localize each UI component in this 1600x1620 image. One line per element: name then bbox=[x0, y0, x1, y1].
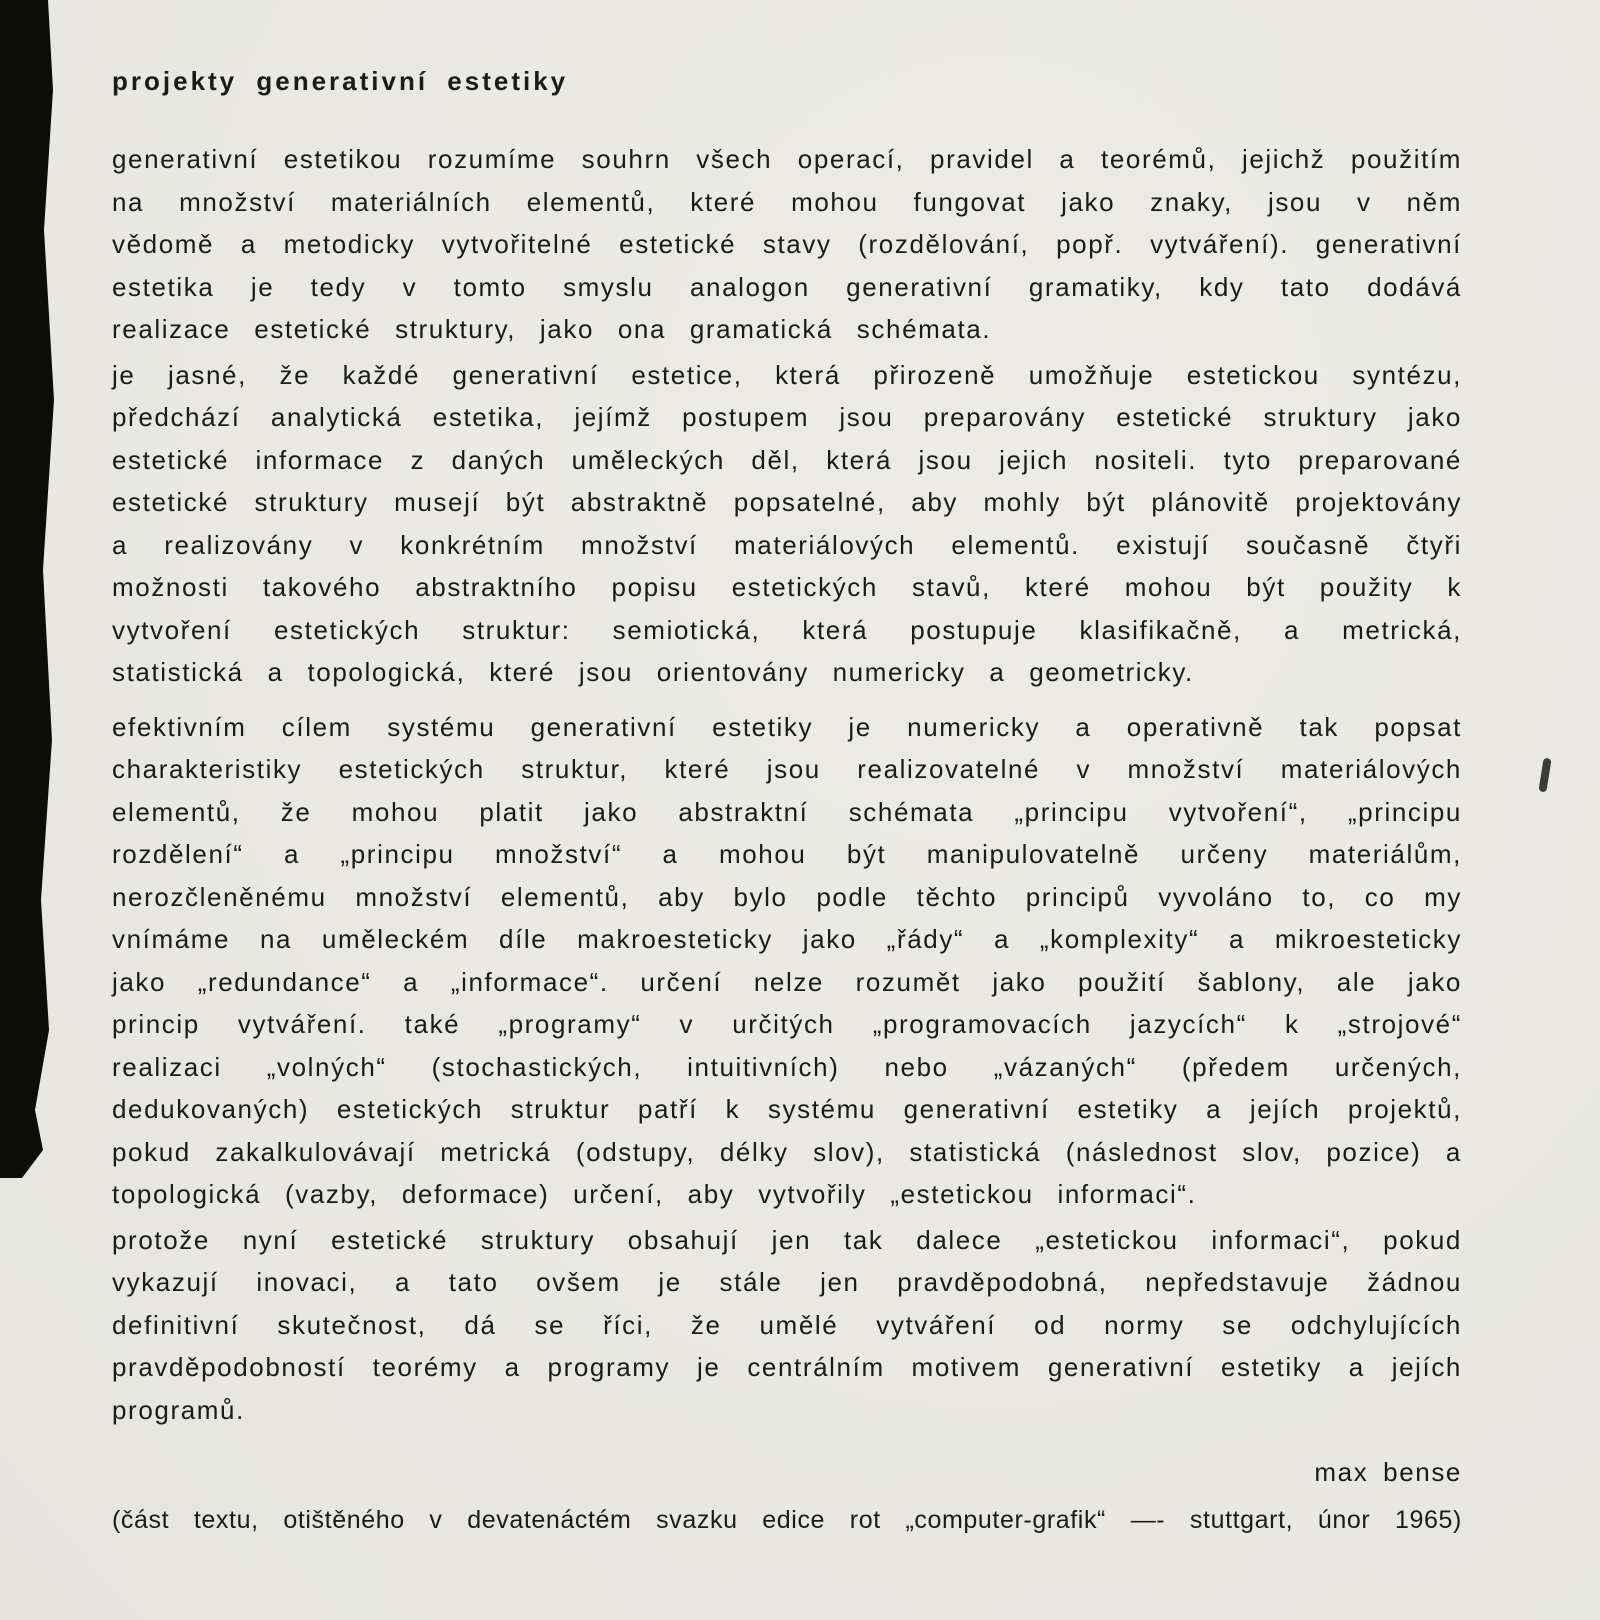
body-paragraph-3: efektivním cílem systému generativní estetiky je numericky a operativně tak popsat charakteristiky estetických struktur, které jsou realizovatelné v množství materiálových elementů, že mohou platit jako abstraktní schémata „principu vytvoření“, „principu rozdělení“ a „principu množství“ a mohou být manipulovatelně určeny materiálům, nerozčleněnému množství elementů, aby bylo podle těchto principů vyvoláno to, co my vnímáme na uměleckém díle makroesteticky jako „řády“ a „komplexity“ a mikroesteticky jako „redundance“ a „informace“. určení nelze rozumět jako použití šablony, ale jako princip vytváření. také „programy“ v určitých „programovacích jazycích“ k „strojové“ realizaci „volných“ (stochastických, intuitivních) nebo „vázaných“ (předem určených, dedukovaných) estetických struktur patří k systému generativní estetiky a jejích projektů, pokud zakalkulovávají metrická (odstupy, délky slov), statistická (následnost slov, pozice) a topologická (vazby, deformace) určení, aby vytvořily „estetickou informaci“. bbox=[112, 711, 1462, 1209]
body-paragraph-1: generativní estetikou rozumíme souhrn všech operací, pravidel a teorémů, jejichž použitím na množství materiálních elementů, které mohou fungovat jako znaky, jsou v něm vědomě a metodicky vytvořitelné estetické stavy (rozdělování, popř. vytváření). generativní estetika je tedy v tomto smyslu analogon generativní gramatiky, kdy tato dodává realizace estetické struktury, jako ona gramatická schémata. bbox=[112, 144, 1462, 344]
body-paragraph-2: je jasné, že každé generativní estetice, která přirozeně umožňuje estetickou syntézu, předchází analytická estetika, jejímž postupem jsou preparovány estetické struktury jako estetické informace z daných uměleckých děl, která jsou jejich nositeli. tyto preparované estetické struktury musejí být abstraktně popsatelné, aby mohly být plánovitě projektovány a realizovány v konkrétním množství materiálových elementů. existují současně čtyři možnosti takového abstraktního popisu estetických stavů, které mohou být použity k vytvoření estetických struktur: semiotická, která postupuje klasifikačně, a metrická, statistická a topologická, které jsou orientovány numericky a geometricky. bbox=[112, 359, 1462, 687]
body-paragraph-4: protože nyní estetické struktury obsahují jen tak dalece „estetickou informaci“, pokud vykazují inovaci, a tato ovšem je stále jen pravděpodobná, nepředstavuje žádnou definitivní skutečnost, dá se říci, že umělé vytváření od normy se odchylujících pravděpodobností teorémy a programy je centrálním motivem generativní estetiky a jejích programů. bbox=[112, 1224, 1462, 1425]
source-note: (část textu, otištěného v devatenáctém svazku edice rot „computer-grafik“ —- stuttgart, únor 1965) bbox=[112, 1506, 1462, 1534]
document-title: projekty generativní estetiky bbox=[112, 66, 569, 96]
document-content bbox=[112, 60, 1462, 1541]
scan-edge-artifact bbox=[0, 0, 60, 1178]
author-signature: max bense bbox=[1314, 1457, 1462, 1487]
scan-fleck-mark bbox=[1538, 758, 1551, 793]
